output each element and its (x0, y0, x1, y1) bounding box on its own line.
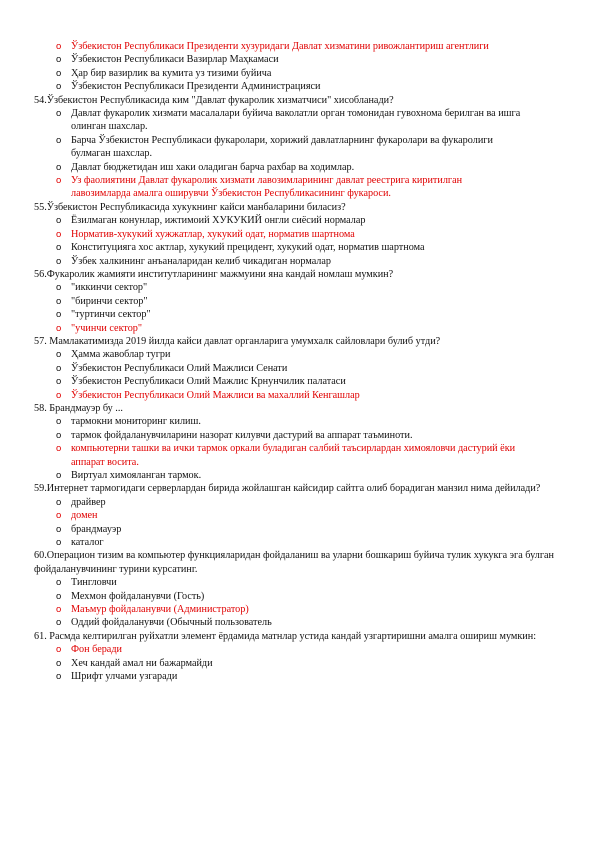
answer-text: "учинчи сектор" (71, 322, 143, 334)
answer-text: Ҳар бир вазирлик ва кумита уз тизими буйича (71, 67, 272, 79)
answer-options (34, 576, 575, 630)
answer-options (34, 40, 575, 94)
answer-option (34, 375, 575, 388)
question-block (34, 201, 575, 268)
answer-text: Давлат фукаролик хизмати масалалари буйича ваколатли орган томонидан гувохнома берилган ва ишга олинган шахслар. (71, 108, 521, 133)
answer-text: домен (71, 510, 98, 522)
answer-text: Мехмон фойдаланувчи (Гость) (71, 590, 205, 602)
answer-text: Ўзбекистон Республикаси Президенти хузуридаги Давлат хизматини ривожлантириш агентлиги (71, 41, 489, 52)
answer-option-correct (34, 174, 575, 201)
answer-option (34, 161, 575, 174)
bullet-icon: o (56, 349, 62, 361)
question-block (34, 94, 575, 201)
answer-text: "иккинчи сектор" (71, 282, 148, 294)
answer-text: "биринчи сектор" (71, 295, 148, 307)
answer-text: Ҳамма жавоблар тугри (71, 349, 171, 361)
answer-text: Маъмур фойдаланувчи (Администратор) (71, 604, 249, 616)
answer-option (34, 255, 575, 268)
answer-option (34, 362, 575, 375)
bullet-icon: o (56, 362, 62, 374)
bullet-icon: o (56, 389, 62, 401)
answer-text: Хеч кандай амал ни бажармайди (71, 657, 213, 669)
answer-text: Ўзбек халкининг анъаналаридан келиб чикадиган нормалар (71, 255, 332, 267)
answer-text: тармокни мониторинг килиш. (71, 416, 201, 428)
answer-option-correct (34, 228, 575, 241)
answer-option-correct (34, 40, 575, 53)
answer-options (34, 496, 575, 550)
bullet-icon: o (56, 496, 62, 508)
answer-options (34, 348, 575, 402)
question-block (34, 268, 575, 335)
bullet-icon: o (56, 242, 62, 254)
question-block (34, 630, 575, 684)
answer-text: каталог (71, 537, 104, 549)
answer-options (34, 643, 575, 683)
answer-option (34, 616, 575, 629)
answer-option (34, 281, 575, 294)
answer-option (34, 429, 575, 442)
question-text: 57. Мамлакатимизда 2019 йилда кайси давлат органларига умумхалк сайловлари булиб утди? (34, 335, 441, 347)
bullet-icon: o (56, 108, 62, 120)
answer-text: Барча Ўзбекистон Республикаси фукаролари, хорижий давлатларнинг фукаролари ва фукаролиги булмаган шахслар. (71, 134, 493, 160)
answer-text: Виртуал химояланган тармок. (71, 470, 202, 481)
question-block (34, 549, 575, 629)
bullet-icon: o (56, 537, 62, 549)
answer-option (34, 214, 575, 227)
answer-text: Конституцияга хос актлар, хукукий прецидент, хукукий одат, норматив шартнома (71, 242, 425, 254)
question-block (34, 335, 575, 402)
bullet-icon: o (56, 295, 62, 307)
question-block (34, 482, 575, 549)
answer-option (34, 67, 575, 80)
answer-text: "туртинчи сектор" (71, 309, 151, 321)
answer-text: Шрифт улчами узгаради (71, 671, 178, 683)
answer-text: брандмауэр (71, 523, 122, 535)
answer-text: Ўзбекистон Республикаси Олий Мажлиси ва махаллий Кенгашлар (71, 389, 360, 401)
answer-text: тармок фойдаланувчиларини назорат килувчи дастурий ва аппарат таъминоти. (71, 429, 413, 441)
answer-text: Оддий фойдаланувчи (Обычный пользователь (71, 617, 272, 629)
answer-option (34, 657, 575, 670)
bullet-icon: o (56, 416, 62, 428)
answer-option (34, 241, 575, 254)
answer-options (34, 281, 575, 335)
answer-options (34, 415, 575, 482)
bullet-icon: o (56, 161, 62, 173)
answer-option (34, 308, 575, 321)
answer-option (34, 496, 575, 509)
question-text: 56.Фукаролик жамияти институтларининг мажмуини яна кандай номлаш мумкин? (34, 268, 394, 280)
bullet-icon: o (56, 54, 62, 66)
answer-option (34, 107, 575, 134)
bullet-icon: o (56, 671, 62, 683)
answer-option (34, 576, 575, 589)
bullet-icon: o (56, 604, 62, 616)
bullet-icon: o (56, 617, 62, 629)
bullet-icon: o (56, 523, 62, 535)
answer-options (34, 214, 575, 268)
question-block (34, 40, 575, 94)
bullet-icon: o (56, 228, 62, 240)
question-block (34, 402, 575, 482)
bullet-icon: o (56, 175, 62, 187)
answer-option-correct (34, 322, 575, 335)
answer-option (34, 523, 575, 536)
answer-option (34, 590, 575, 603)
answer-text: Уз фаолиятини Давлат фукаролик хизмати лавозимларининг давлат реестрига киритилган лавозимларда амалга оширувчи Ўзбекистон Республикасининг фукароси. (71, 175, 463, 200)
answer-text: Фон беради (71, 644, 122, 656)
answer-text: Ўзбекистон Республикаси Олий Мажлиси Сенати (71, 362, 288, 374)
answer-option (34, 536, 575, 549)
bullet-icon: o (56, 282, 62, 294)
question-text: 61. Расмда келтирилган руйхатли элемент ёрдамида матнлар устида кандай узгартиришни амалга ошириш мумкин: (34, 630, 537, 642)
answer-text: компьютерни ташки ва ички тармок оркали буладиган салбий таъсирлардан химояловчи дастурий ёки аппарат восита. (71, 443, 516, 468)
answer-options (34, 107, 575, 201)
bullet-icon: o (56, 429, 62, 441)
answer-option (34, 134, 575, 161)
question-text: 55.Ўзбекистон Республикасида хукукнинг кайси манбаларини биласиз? (34, 201, 346, 213)
bullet-icon: o (56, 470, 62, 481)
question-text: 54.Ўзбекистон Республикасида ким "Давлат фукаролик хизматчиси" хисобланади? (34, 94, 394, 106)
bullet-icon: o (56, 443, 62, 455)
answer-option (34, 348, 575, 361)
bullet-icon: o (56, 215, 62, 227)
answer-option (34, 469, 575, 482)
bullet-icon: o (56, 322, 62, 334)
answer-option-correct (34, 643, 575, 656)
bullet-icon: o (56, 510, 62, 522)
answer-option-correct (34, 509, 575, 522)
answer-text: Норматив-хукукий хужжатлар, хукукий одат, норматив шартнома (71, 228, 355, 240)
bullet-icon: o (56, 577, 62, 589)
answer-text: Давлат бюджетидан иш хаки оладиган барча рахбар ва ходимлар. (71, 161, 355, 173)
question-text: 60.Операцион тизим ва компьютер функцияларидан фойдаланиш ва уларни бошкариш буйича тулик хукукга эга булган фойдаланувчининг турини курсатинг. (34, 550, 554, 575)
answer-text: Ўзбекистон Республикаси Президенти Администрацияси (71, 81, 321, 93)
answer-option-correct (34, 389, 575, 402)
bullet-icon: o (56, 376, 62, 388)
bullet-icon: o (56, 590, 62, 602)
answer-option (34, 670, 575, 683)
answer-option (34, 53, 575, 66)
answer-text: Ўзбекистон Республикаси Олий Мажлис Крнунчилик палатаси (71, 376, 346, 388)
question-text: 58. Брандмауэр бу ... (34, 402, 123, 414)
answer-text: Тингловчи (71, 577, 117, 589)
answer-text: Ўзбекистон Республикаси Вазирлар Маҳкамаси (71, 54, 279, 66)
bullet-icon: o (56, 134, 62, 146)
answer-option-correct (34, 442, 575, 469)
bullet-icon: o (56, 309, 62, 321)
bullet-icon: o (56, 255, 62, 267)
bullet-icon: o (56, 644, 62, 656)
bullet-icon: o (56, 67, 62, 79)
answer-option (34, 80, 575, 93)
answer-option (34, 415, 575, 428)
bullet-icon: o (56, 657, 62, 669)
answer-text: Ёзилмаган конунлар, ижтимоий ХУКУКИЙ онгли сиёсий нормалар (71, 215, 366, 227)
answer-text: драйвер (71, 496, 106, 508)
question-text: 59.Интернет тармогидаги серверлардан бирида жойлашган кайсидир сайтга олиб борадиган манзил нима дейилади? (34, 483, 541, 495)
bullet-icon: o (56, 41, 62, 52)
answer-option (34, 295, 575, 308)
bullet-icon: o (56, 81, 62, 93)
answer-option-correct (34, 603, 575, 616)
